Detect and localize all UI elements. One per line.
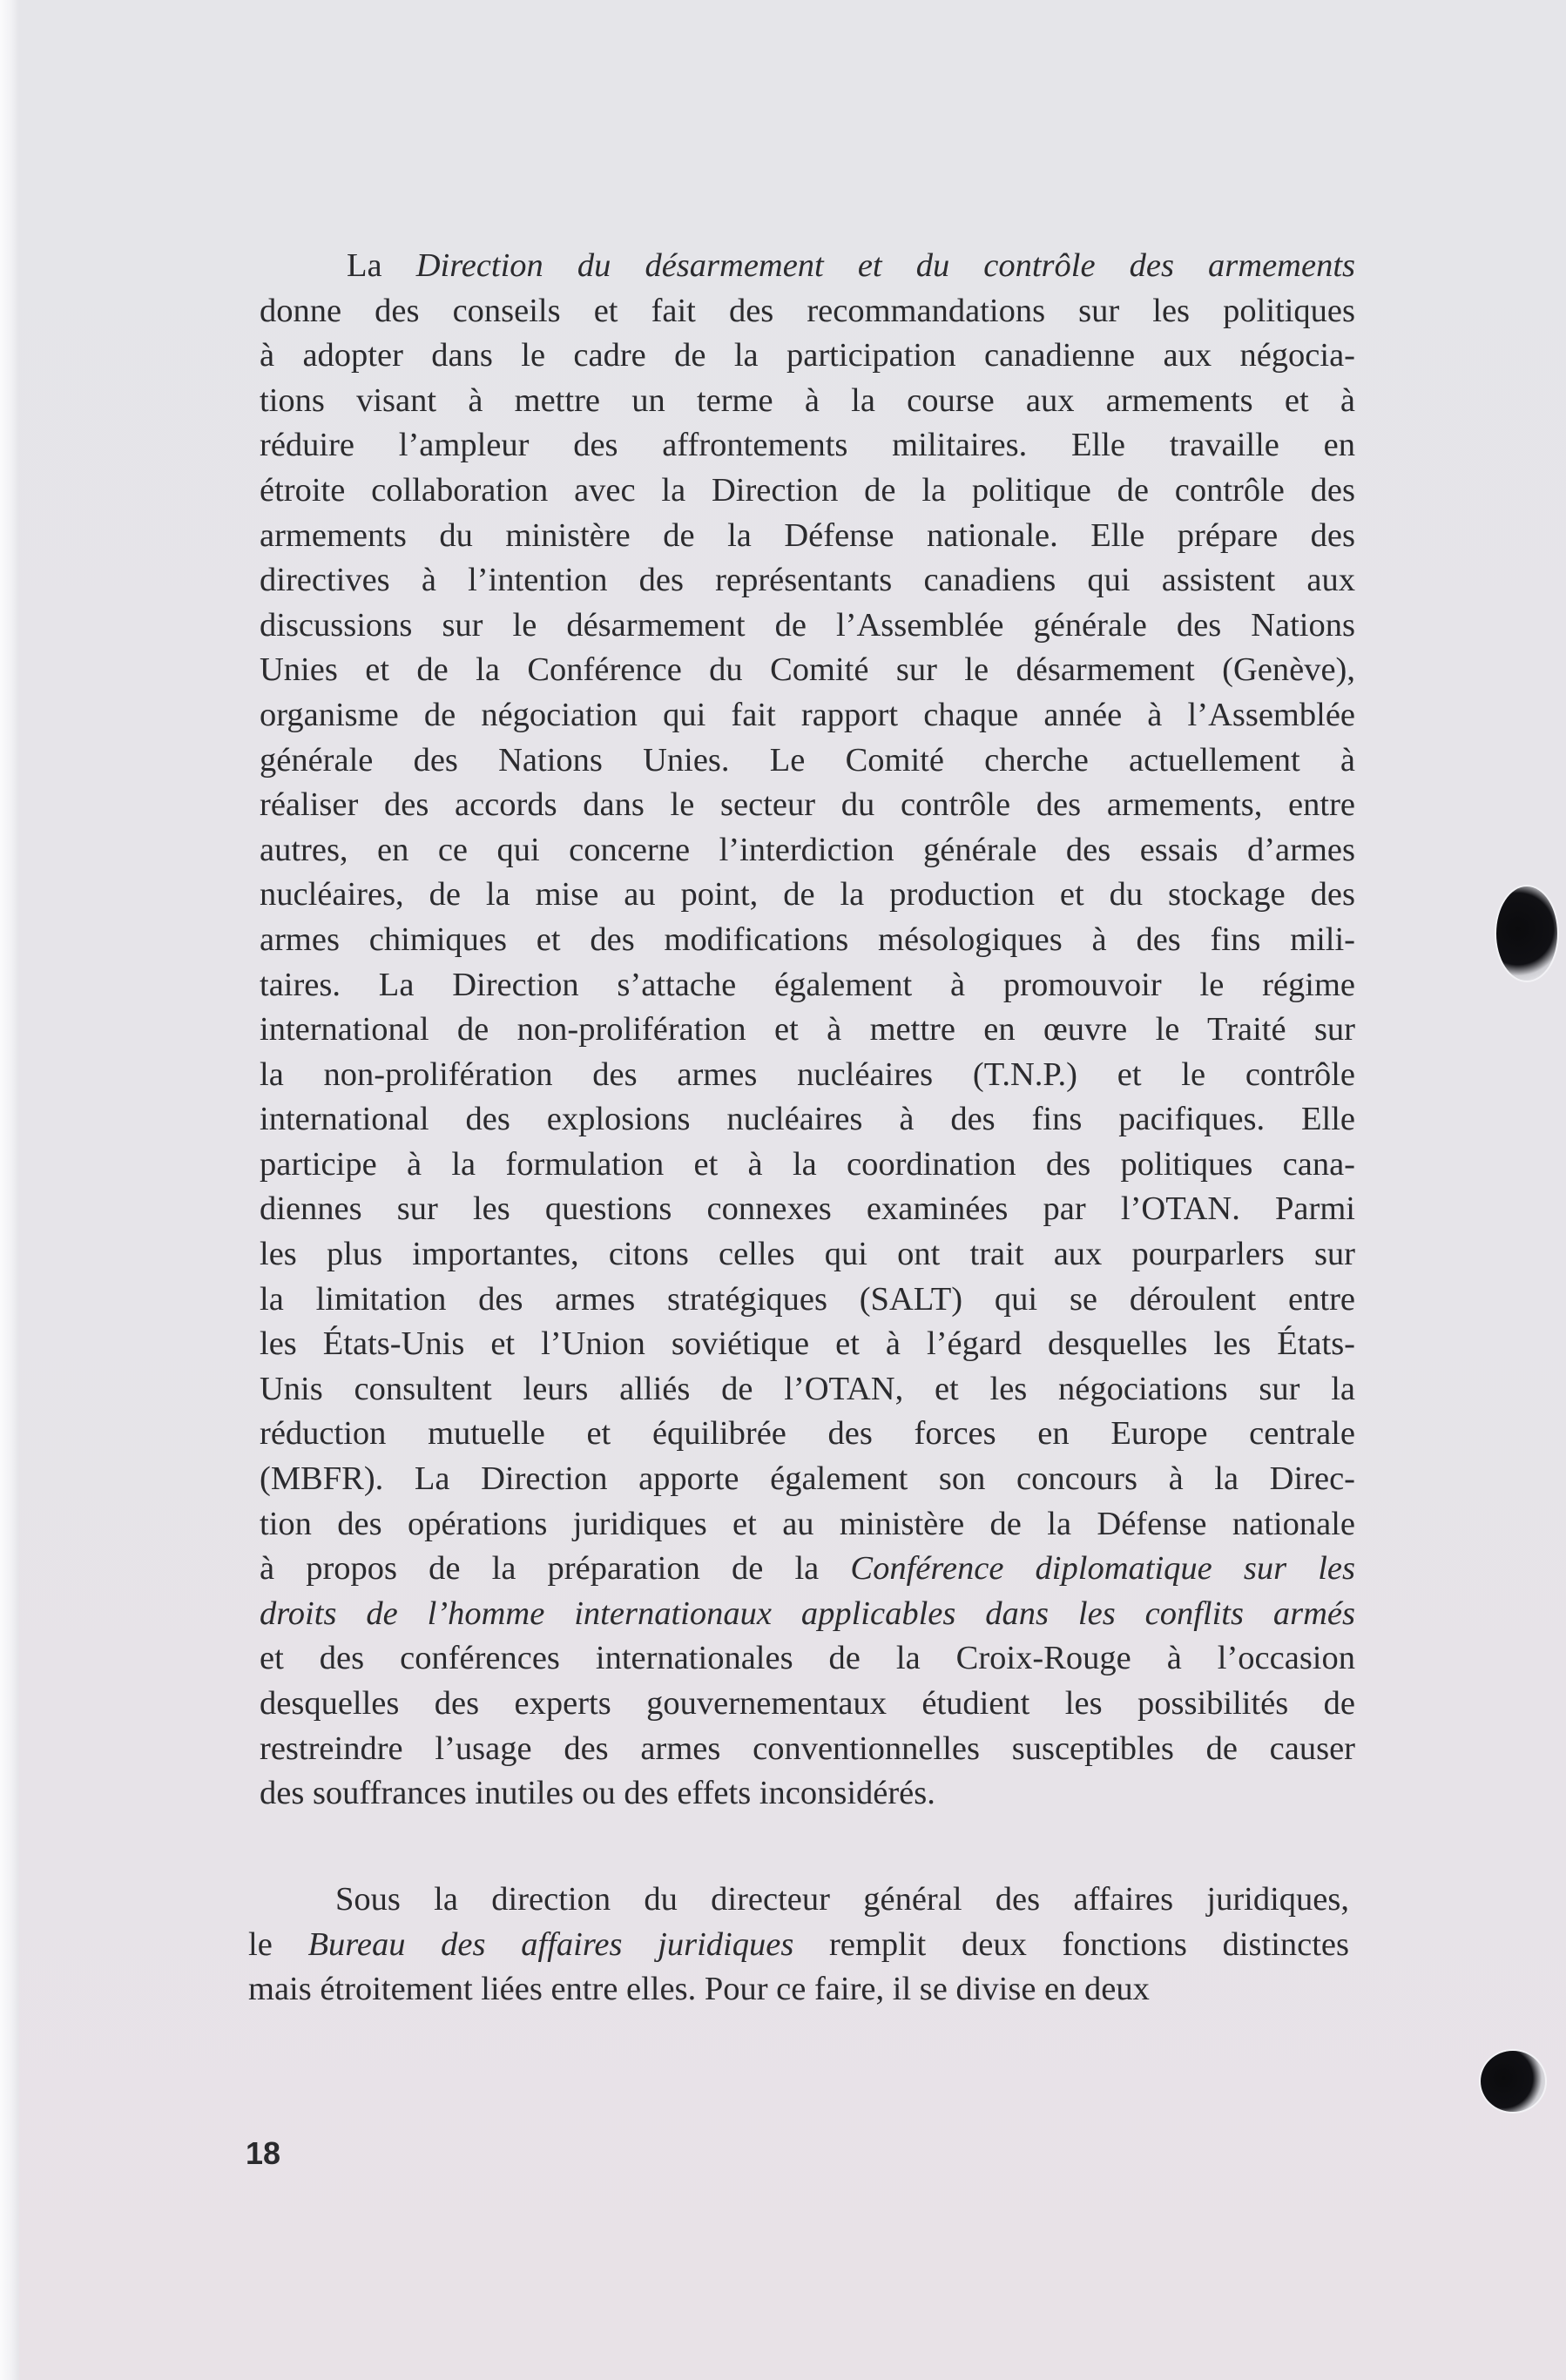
text-segment: des souffrances inutiles ou des effets inconsidérés. — [260, 1775, 935, 1812]
text-segment: diennes sur les questions connexes examinées par l’OTAN. Parmi — [260, 1190, 1355, 1228]
text-line — [260, 1278, 1355, 1323]
text-segment: (MBFR). La Direction apporte également son concours à la Direc- — [260, 1460, 1355, 1498]
text-segment: étroite collaboration avec la Direction de la politique de contrôle des — [260, 471, 1355, 509]
text-line — [260, 1727, 1355, 1772]
paragraph-legal-affairs-bureau — [248, 1878, 1349, 2013]
text-line — [260, 1053, 1355, 1098]
text-line — [260, 514, 1355, 559]
text-line — [260, 1322, 1355, 1367]
text-line — [260, 783, 1355, 828]
text-segment: Unis consultent leurs alliés de l’OTAN, et les négociations sur la — [260, 1370, 1355, 1407]
text-line — [260, 648, 1355, 693]
text-line — [260, 1547, 1355, 1592]
text-segment: nucléaires, de la mise au point, de la production et du stockage des — [260, 876, 1355, 914]
text-segment: discussions sur le désarmement de l’Assemblée générale des Nations — [260, 606, 1355, 644]
page-number: 18 — [246, 2135, 281, 2171]
text-line — [260, 423, 1355, 469]
binder-punch-hole-top — [1496, 887, 1557, 981]
text-line — [248, 1878, 1349, 1923]
text-line — [260, 1771, 1355, 1817]
text-segment: Unies et de la Conférence du Comité sur le désarmement (Genève), — [260, 651, 1355, 689]
text-line — [260, 1097, 1355, 1143]
text-segment: desquelles des experts gouvernementaux étudient les possibilités de — [260, 1685, 1355, 1722]
text-line — [260, 828, 1355, 873]
text-line — [260, 558, 1355, 603]
text-segment: Sous la direction du directeur général des affaires juridiques, — [335, 1881, 1349, 1918]
text-segment: générale des Nations Unies. Le Comité cherche actuellement à — [260, 741, 1355, 779]
text-line — [260, 1682, 1355, 1727]
text-line — [260, 1008, 1355, 1053]
text-segment: restreindre l’usage des armes conventionnelles susceptibles de causer — [260, 1729, 1355, 1767]
text-segment: armements du ministère de la Défense nationale. Elle prépare des — [260, 516, 1355, 554]
text-line — [260, 1187, 1355, 1232]
text-line — [260, 693, 1355, 738]
text-segment: armes chimiques et des modifications mésologiques à des fins mili- — [260, 920, 1355, 958]
text-segment: donne des conseils et fait des recommandations sur les politiques — [260, 292, 1355, 329]
text-segment: autres, en ce qui concerne l’interdiction générale des essais d’armes — [260, 831, 1355, 868]
text-line — [260, 1457, 1355, 1502]
text-line — [260, 918, 1355, 963]
text-segment: directives à l’intention des représentants canadiens qui assistent aux — [260, 562, 1355, 599]
text-line — [260, 603, 1355, 649]
text-line — [260, 1412, 1355, 1457]
italic-title-text: Direction du désarmement et du contrôle des armements — [415, 247, 1355, 284]
text-segment: international de non-prolifération et à mettre en œuvre le Traité sur — [260, 1011, 1355, 1048]
text-segment: participe à la formulation et à la coordination des politiques cana- — [260, 1145, 1355, 1183]
text-segment: remplit deux fonctions distinctes — [793, 1925, 1350, 1963]
text-line — [260, 1367, 1355, 1412]
text-segment: la limitation des armes stratégiques (SALT) qui se déroulent entre — [260, 1280, 1355, 1318]
text-line — [260, 738, 1355, 784]
paragraph-disarmament-directorate — [260, 244, 1355, 1817]
text-segment: taires. La Direction s’attache également à promouvoir le régime — [260, 966, 1355, 1003]
text-line — [260, 244, 1355, 289]
text-segment: et des conférences internationales de la Croix-Rouge à l’occasion — [260, 1640, 1355, 1677]
text-line — [260, 469, 1355, 514]
text-line — [248, 1967, 1349, 2013]
text-line — [248, 1923, 1349, 1968]
text-line — [260, 963, 1355, 1008]
text-segment: à propos de la préparation de la — [260, 1550, 851, 1588]
text-segment: organisme de négociation qui fait rapport chaque année à l’Assemblée — [260, 696, 1355, 733]
text-segment: international des explosions nucléaires à des fins pacifiques. Elle — [260, 1101, 1355, 1138]
text-line — [260, 1143, 1355, 1188]
text-line — [260, 334, 1355, 379]
text-segment: mais étroitement liées entre elles. Pour ce faire, il se divise en deux — [248, 1971, 1150, 2008]
text-segment: les plus importantes, citons celles qui ont trait aux pourparlers sur — [260, 1236, 1355, 1273]
italic-title-text: Bureau des affaires juridiques — [307, 1925, 794, 1963]
text-segment: à adopter dans le cadre de la participation canadienne aux négocia- — [260, 337, 1355, 374]
text-segment: la non-prolifération des armes nucléaires (T.N.P.) et le contrôle — [260, 1055, 1355, 1093]
text-line — [260, 289, 1355, 334]
text-segment: tions visant à mettre un terme à la course aux armements et à — [260, 381, 1355, 419]
text-segment: les États-Unis et l’Union soviétique et à l’égard desquelles les États- — [260, 1325, 1355, 1363]
text-line — [260, 1592, 1355, 1637]
text-segment: le — [248, 1925, 308, 1963]
text-line — [260, 1636, 1355, 1682]
text-line — [260, 379, 1355, 424]
text-segment: La — [347, 247, 416, 284]
text-segment: tion des opérations juridiques et au ministère de la Défense nationale — [260, 1505, 1355, 1542]
text-segment: réduction mutuelle et équilibrée des forces en Europe centrale — [260, 1415, 1355, 1453]
text-segment: réduire l’ampleur des affrontements militaires. Elle travaille en — [260, 427, 1355, 464]
text-line — [260, 873, 1355, 918]
text-line — [260, 1502, 1355, 1547]
italic-title-text: Conférence diplomatique sur les — [850, 1550, 1355, 1588]
binder-punch-hole-bottom — [1481, 2051, 1545, 2112]
page-edge-shadow — [0, 0, 19, 2380]
text-line — [260, 1232, 1355, 1278]
text-segment: réaliser des accords dans le secteur du contrôle des armements, entre — [260, 786, 1355, 824]
italic-title-text: droits de l’homme internationaux applicables dans les conflits armés — [260, 1595, 1355, 1632]
